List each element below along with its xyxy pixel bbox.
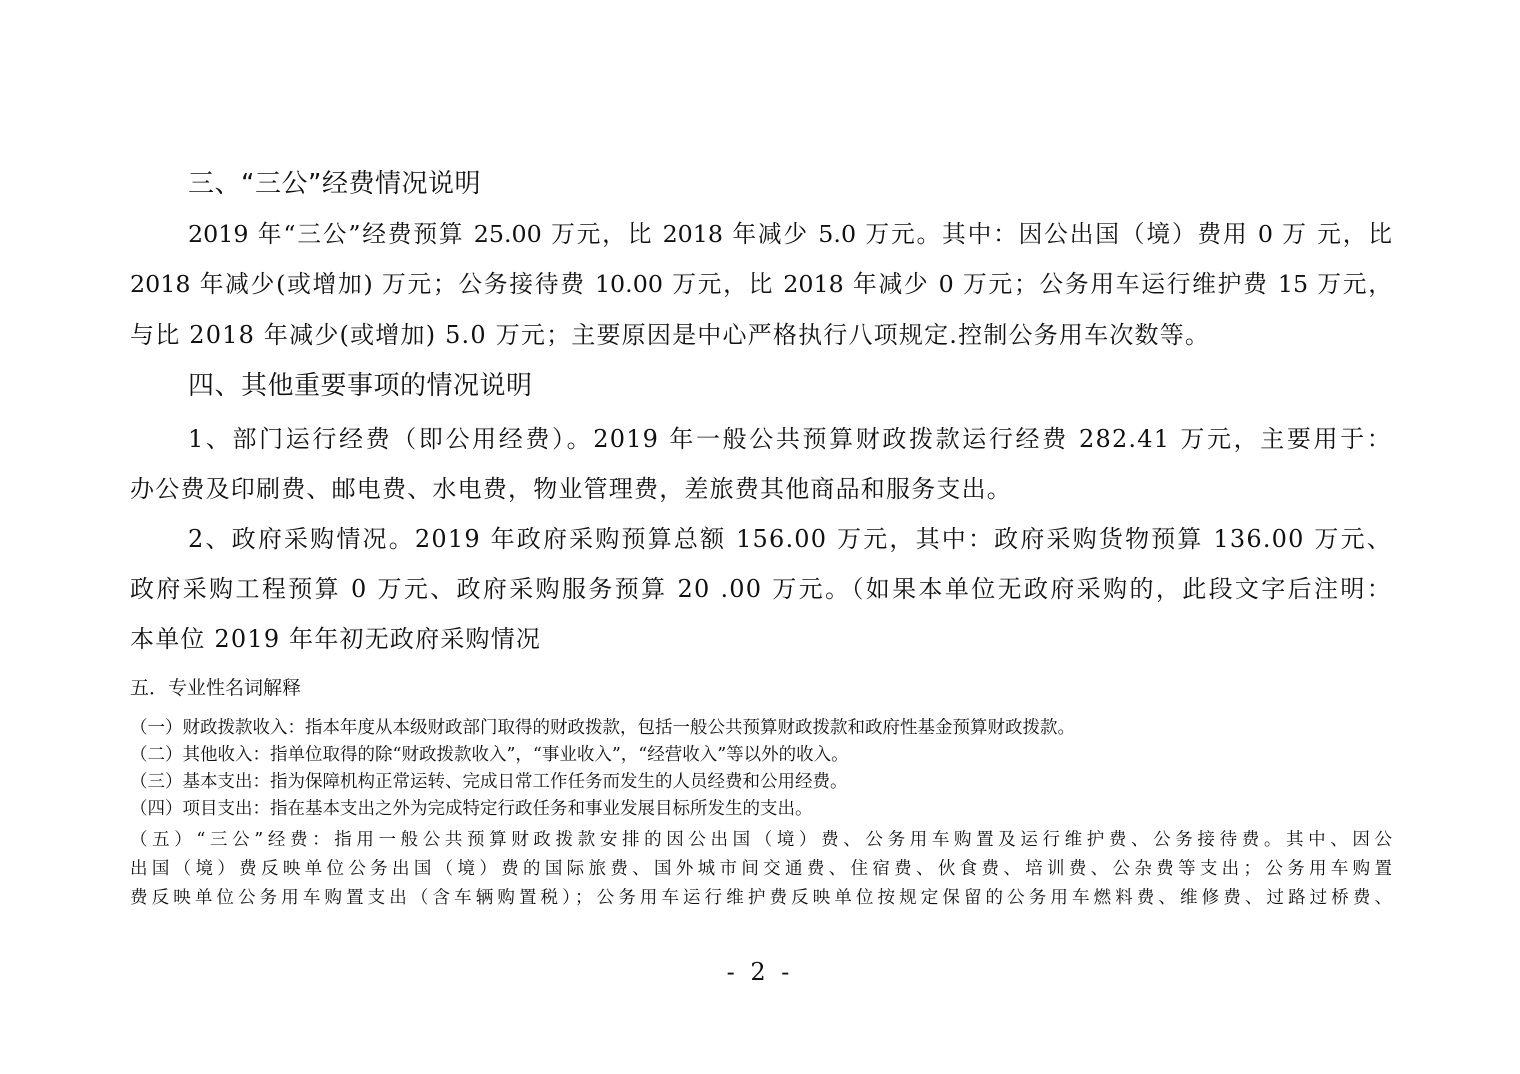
section-heading-terms: 五．专业性名词解释 (130, 677, 302, 699)
paragraph-line: 与比 2018 年减少(或增加) 5.0 万元；主要原因是中心严格执行八项规定.控制公务用车次数等。 (130, 321, 1211, 349)
paragraph-line: 本单位 2019 年年初无政府采购情况 (130, 625, 542, 653)
definition-line: （五）“三公”经费：指用一般公共预算财政拨款安排的因公出国（境）费、公务用车购置及运行维护费、公务接待费。其中、因公 (130, 830, 1392, 850)
definition-line: （二）其他收入：指单位取得的除“财政拨款收入”，“事业收入”，“经营收入”等以外的收入。 (130, 745, 849, 765)
paragraph-line: 2、政府采购情况。2019 年政府采购预算总额 156.00 万元，其中：政府采购货物预算 136.00 万元、 (188, 525, 1392, 553)
definition-line: （三）基本支出：指为保障机构正常运转、完成日常工作任务而发生的人员经费和公用经费。 (130, 772, 848, 792)
definition-line: 出国（境）费反映单位公务出国（境）费的国际旅费、国外城市间交通费、住宿费、伙食费、培训费、公杂费等支出；公务用车购置 (130, 859, 1392, 879)
page-number: - 2 - (726, 958, 794, 986)
section-heading-other-matters: 四、其他重要事项的情况说明 (188, 371, 533, 401)
definition-line: 费反映单位公务用车购置支出（含车辆购置税）；公务用车运行维护费反映单位按规定保留的公务用车燃料费、维修费、过路过桥费、 (130, 888, 1392, 908)
paragraph-line: 1、部门运行经费（即公用经费）。2019 年一般公共预算财政拨款运行经费 282.41 万元，主要用于： (188, 425, 1392, 453)
paragraph-line: 办公费及印刷费、邮电费、水电费，物业管理费，差旅费其他商品和服务支出。 (130, 475, 1012, 503)
paragraph-line: 2019 年“三公”经费预算 25.00 万元，比 2018 年减少 5.0 万元。其中：因公出国（境）费用 0 万 元，比 (188, 220, 1392, 248)
section-heading-three-public-expenses: 三、“三公”经费情况说明 (188, 169, 481, 199)
definition-line: （四）项目支出：指在基本支出之外为完成特定行政任务和事业发展目标所发生的支出。 (130, 799, 813, 819)
paragraph-line: 政府采购工程预算 0 万元、政府采购服务预算 20 .00 万元。（如果本单位无政府采购的，此段文字后注明： (130, 575, 1392, 603)
definition-line: （一）财政拨款收入：指本年度从本级财政部门取得的财政拨款，包括一般公共预算财政拨款和政府性基金预算财政拨款。 (130, 718, 1075, 738)
paragraph-line: 2018 年减少(或增加) 万元；公务接待费 10.00 万元，比 2018 年减少 0 万元；公务用车运行维护费 15 万元， (130, 270, 1392, 298)
